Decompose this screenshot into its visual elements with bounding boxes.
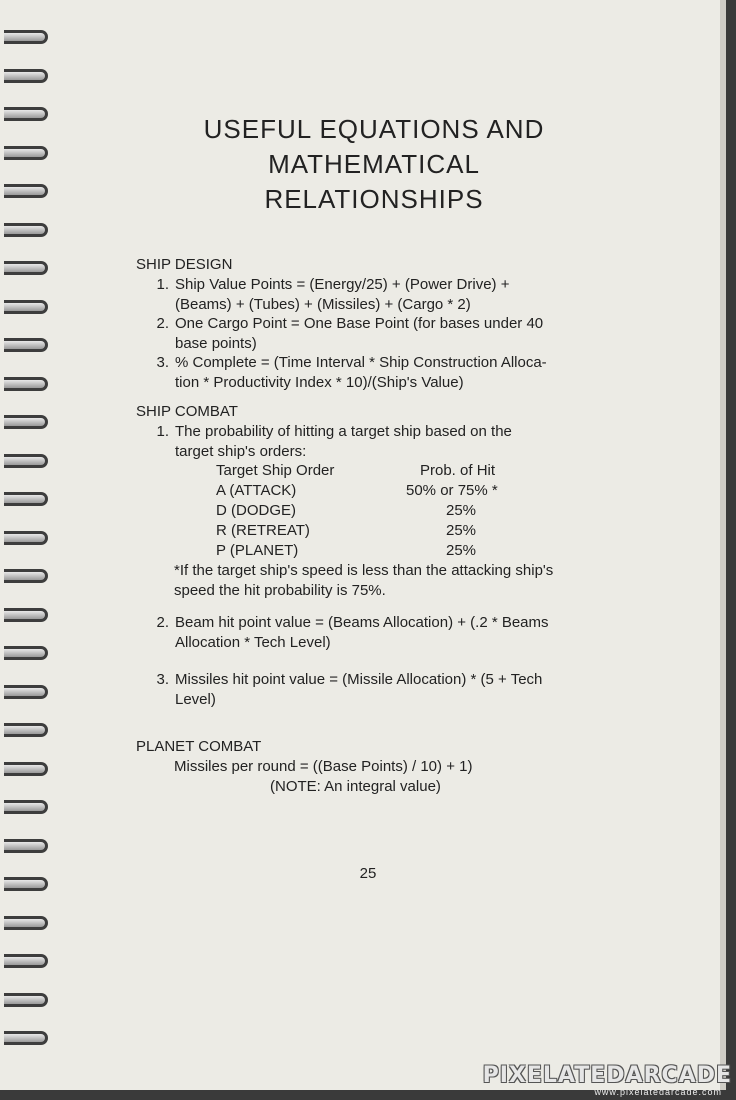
binding-ring xyxy=(4,146,48,160)
binding-ring xyxy=(4,30,48,44)
watermark-url: www.pixelatedarcade.com xyxy=(594,1087,722,1097)
binding-ring xyxy=(4,261,48,275)
table-row: R (RETREAT) 25% xyxy=(216,522,477,539)
table-row: P (PLANET) 25% xyxy=(216,542,477,559)
binding-ring xyxy=(4,492,48,506)
page-number: 25 xyxy=(359,865,377,882)
binding-ring xyxy=(4,800,48,814)
binding-ring xyxy=(4,454,48,468)
ship-design-item-2: 2. One Cargo Point = One Base Point (for bases under 40 base points) xyxy=(156,315,544,352)
ship-design-item-1: 1. Ship Value Points = (Energy/25) + (Power Drive) + (Beams) + (Tubes) + (Missiles) + (Cargo * 2) xyxy=(156,276,510,313)
ship-combat-item-3: 3. Missiles hit point value = (Missile Allocation) * (5 + Tech Level) xyxy=(156,671,543,708)
title-line-3: RELATIONSHIPS xyxy=(264,184,484,214)
ship-combat-item-2: 2. Beam hit point value = (Beams Allocation) + (.2 * Beams Allocation * Tech Level) xyxy=(156,614,549,651)
pixelatedarcade-watermark: PIXELATEDARCADE xyxy=(482,1063,732,1088)
ship-combat-heading: SHIP COMBAT xyxy=(136,403,238,420)
integral-note: (NOTE: An integral value) xyxy=(270,778,441,795)
binding-ring xyxy=(4,608,48,622)
binding-ring xyxy=(4,685,48,699)
binding-ring xyxy=(4,762,48,776)
binding-ring xyxy=(4,569,48,583)
binding-ring xyxy=(4,839,48,853)
planet-combat-heading: PLANET COMBAT xyxy=(136,738,262,755)
col-header-prob: Prob. of Hit xyxy=(420,462,496,479)
binding-ring xyxy=(4,223,48,237)
binding-ring xyxy=(4,69,48,83)
binding-ring xyxy=(4,993,48,1007)
binding-ring xyxy=(4,916,48,930)
binding-ring xyxy=(4,1031,48,1045)
binding-ring xyxy=(4,338,48,352)
binding-ring xyxy=(4,646,48,660)
binding-ring xyxy=(4,107,48,121)
speed-footnote: *If the target ship's speed is less than the attacking ship's speed the hit probability is 75%. xyxy=(174,562,554,599)
col-header-order: Target Ship Order xyxy=(216,462,335,479)
binding-ring xyxy=(4,184,48,198)
page-title xyxy=(124,112,624,217)
binding-ring xyxy=(4,300,48,314)
table-row: D (DODGE) 25% xyxy=(216,502,477,519)
binding-ring xyxy=(4,377,48,391)
ship-design-item-3: 3. % Complete = (Time Interval * Ship Construction Alloca- tion * Productivity Index * 10)/(Ship's Value) xyxy=(156,354,547,391)
hit-probability-table xyxy=(216,461,596,561)
ship-design-heading: SHIP DESIGN xyxy=(136,256,233,273)
missiles-per-round-formula: Missiles per round = ((Base Points) / 10) + 1) xyxy=(174,758,473,775)
table-header-row xyxy=(216,461,596,481)
title-line-1: USEFUL EQUATIONS AND xyxy=(203,114,545,144)
binding-ring xyxy=(4,723,48,737)
page-content xyxy=(136,112,600,797)
binding-ring xyxy=(4,954,48,968)
spiral-binding xyxy=(0,30,52,1070)
ship-combat-item-1: 1. The probability of hitting a target ship based on the target ship's orders: xyxy=(156,423,512,460)
binding-ring xyxy=(4,531,48,545)
title-line-2: MATHEMATICAL xyxy=(268,149,480,179)
table-row: A (ATTACK) 50% or 75% * xyxy=(216,482,498,499)
binding-ring xyxy=(4,415,48,429)
